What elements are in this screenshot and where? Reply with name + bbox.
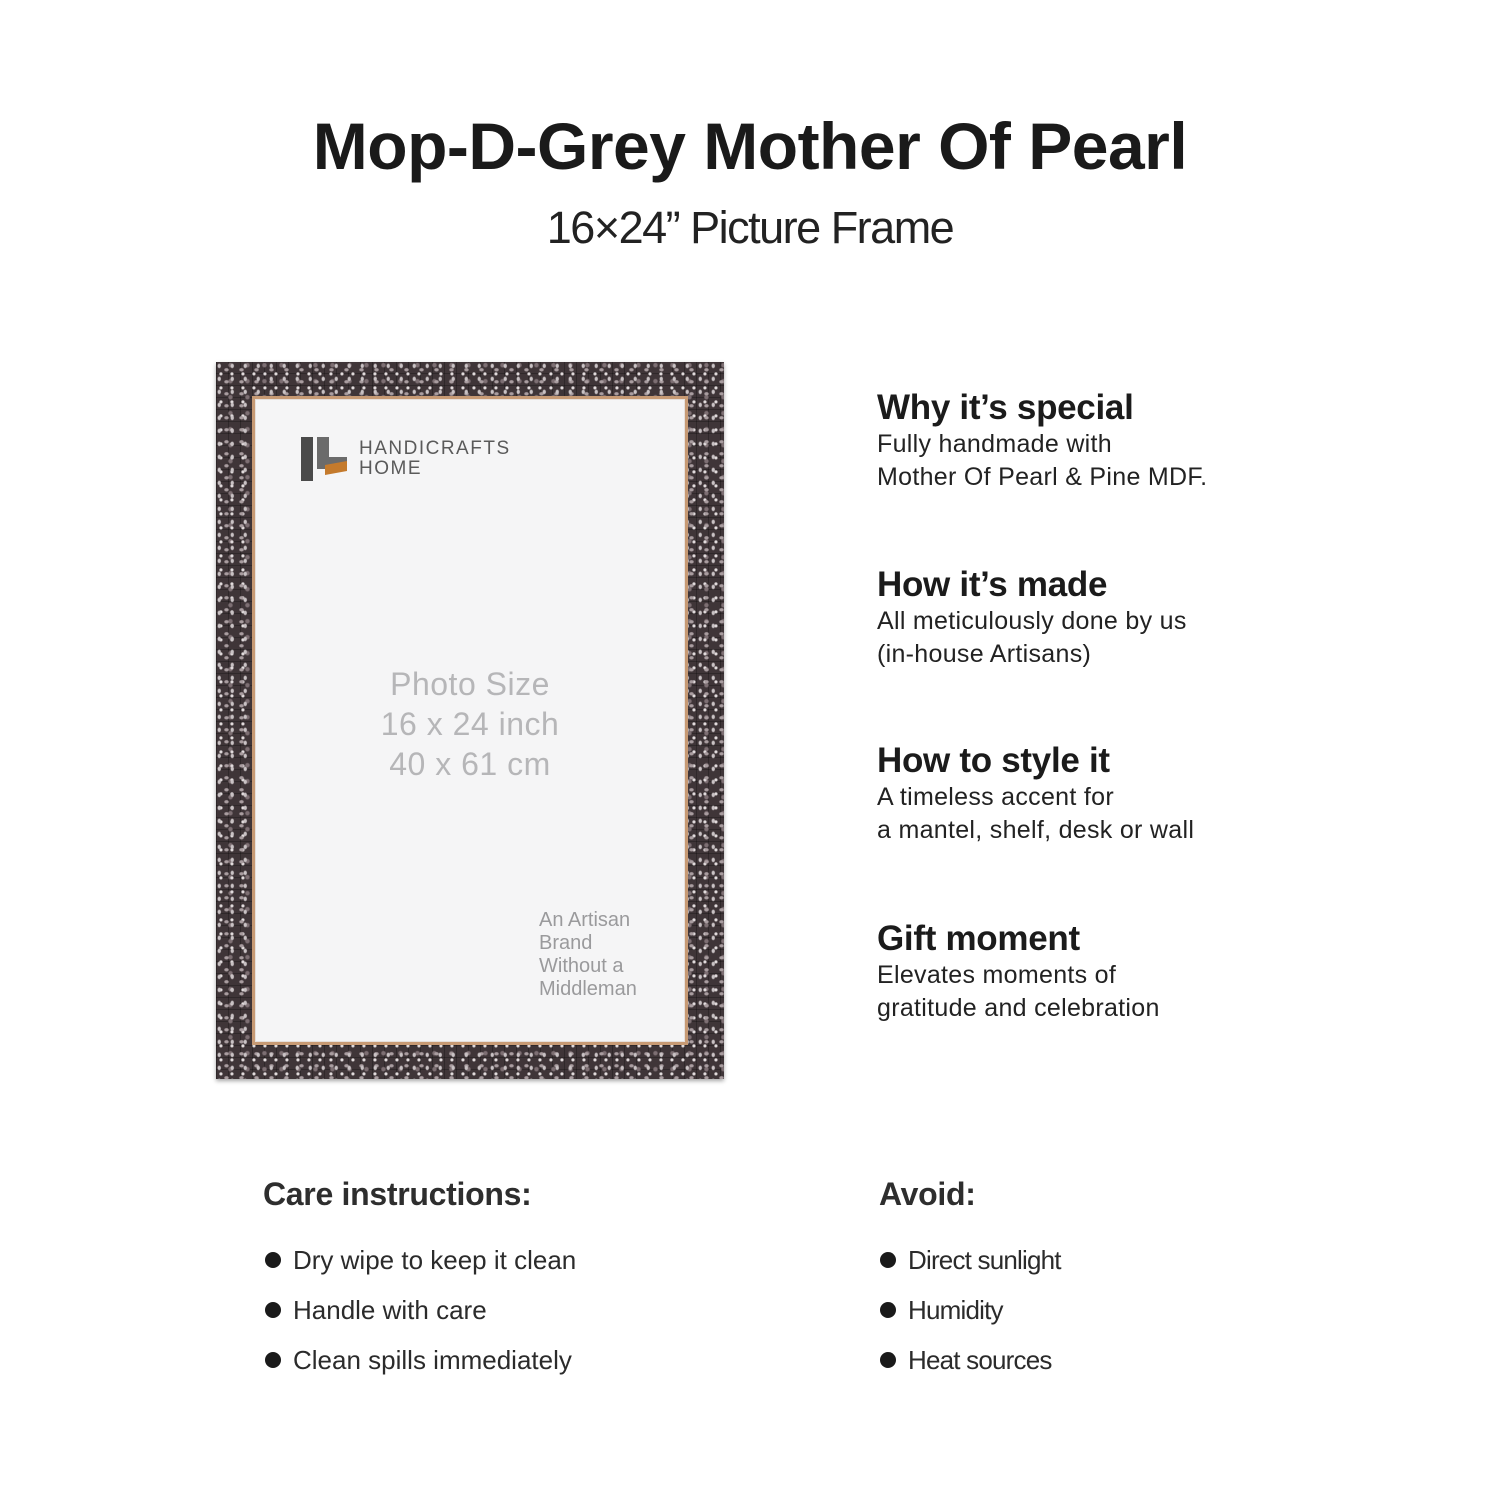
- tagline-line: Without a: [539, 955, 624, 977]
- list-item: [880, 1245, 1061, 1275]
- bullet-icon: [265, 1302, 281, 1318]
- avoid-item-label: Heat sources: [908, 1345, 1052, 1375]
- care-item-label: Handle with care: [293, 1295, 487, 1325]
- handicrafts-home-logo-icon: [299, 435, 355, 483]
- care-item-label: Dry wipe to keep it clean: [293, 1245, 577, 1275]
- list-item: [265, 1295, 576, 1325]
- list-item: [880, 1295, 1061, 1325]
- feature-how-made: [877, 565, 1437, 671]
- bullet-icon: [880, 1252, 896, 1268]
- care-instructions-list: [265, 1245, 576, 1395]
- bullet-icon: [880, 1352, 896, 1368]
- list-item: [880, 1345, 1061, 1375]
- avoid-title: Avoid:: [879, 1176, 976, 1212]
- feature-title: How it’s made: [877, 565, 1108, 604]
- photo-size-label: Photo Size: [390, 666, 550, 702]
- frame-mat: [252, 396, 688, 1045]
- tagline-line: Middleman: [539, 978, 637, 1000]
- feature-line: gratitude and celebration: [877, 994, 1160, 1022]
- logo-wordmark: [359, 439, 511, 479]
- feature-line: A timeless accent for: [877, 783, 1114, 811]
- feature-title: Gift moment: [877, 919, 1080, 958]
- feature-line: Mother Of Pearl & Pine MDF.: [877, 463, 1208, 491]
- feature-title: Why it’s special: [877, 388, 1134, 427]
- feature-how-to-style: [877, 741, 1437, 847]
- feature-line: Fully handmade with: [877, 430, 1112, 458]
- feature-title: How to style it: [877, 741, 1110, 780]
- logo-line-2: HOME: [359, 458, 422, 479]
- feature-line: Elevates moments of: [877, 961, 1117, 989]
- avoid-list: [880, 1245, 1061, 1395]
- bullet-icon: [265, 1252, 281, 1268]
- avoid-item-label: Direct sunlight: [908, 1245, 1061, 1275]
- list-item: [265, 1245, 576, 1275]
- logo-line-1: HANDICRAFTS: [359, 438, 511, 459]
- tagline-line: An Artisan: [539, 909, 631, 931]
- tagline-line: Brand: [539, 932, 593, 954]
- photo-size-cm: 40 x 61 cm: [389, 746, 551, 782]
- bullet-icon: [265, 1352, 281, 1368]
- photo-area: [255, 399, 685, 1042]
- care-instructions-title: Care instructions:: [263, 1176, 532, 1212]
- feature-line: (in-house Artisans): [877, 640, 1092, 668]
- feature-why-special: [877, 388, 1437, 494]
- feature-gift-moment: [877, 919, 1437, 1025]
- care-item-label: Clean spills immediately: [293, 1345, 572, 1375]
- picture-frame-image: [216, 362, 724, 1079]
- page-title: Mop-D-Grey Mother Of Pearl: [312, 109, 1188, 183]
- photo-size-inches: 16 x 24 inch: [380, 706, 560, 742]
- brand-logo: [299, 435, 511, 483]
- list-item: [265, 1345, 576, 1375]
- bullet-icon: [880, 1302, 896, 1318]
- feature-line: All meticulously done by us: [877, 607, 1187, 635]
- photo-size-text: [255, 664, 685, 784]
- feature-line: a mantel, shelf, desk or wall: [877, 816, 1195, 844]
- avoid-item-label: Humidity: [908, 1295, 1003, 1325]
- page-subtitle: 16×24” Picture Frame: [546, 202, 954, 253]
- brand-tagline: [539, 909, 637, 1001]
